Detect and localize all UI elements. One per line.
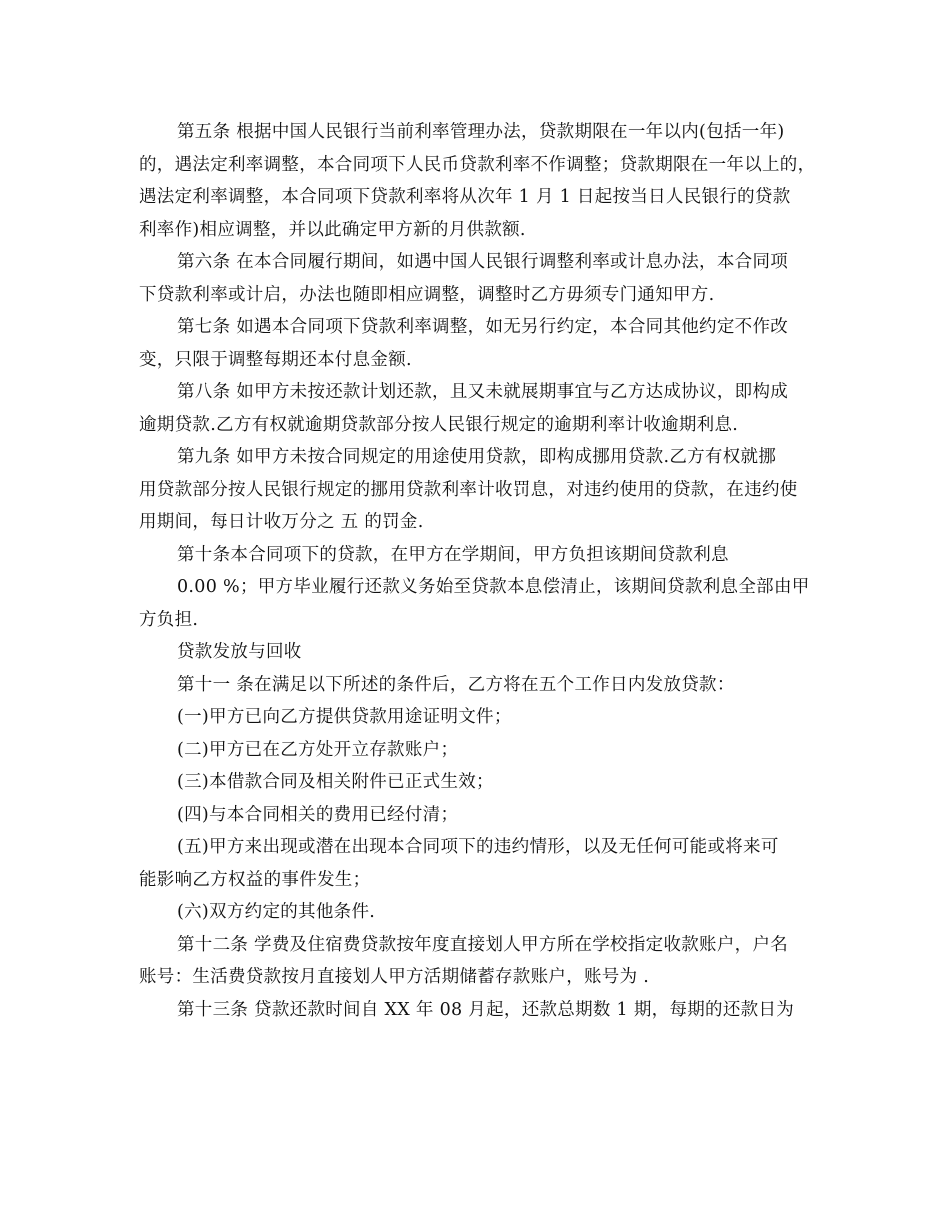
text-line: 第七条 如遇本合同项下贷款利率调整，如无另行约定，本合同其他约定不作改 [177, 317, 789, 337]
text-line: 第五条 根据中国人民银行当前利率管理办法，贷款期限在一年以内(包括一年) [177, 122, 785, 142]
text-line: 第九条 如甲方未按合同规定的用途使用贷款，即构成挪用贷款.乙方有权就挪 [177, 447, 777, 467]
text-line: 第十一 条在满足以下所述的条件后，乙方将在五个工作日内发放贷款： [177, 674, 735, 695]
text-line: 第十三条 贷款还款时间自 XX 年 08 月起，还款总期数 1 期，每期的还款日为 [177, 999, 795, 1020]
text-line: 第十条本合同项下的贷款，在甲方在学期间，甲方负担该期间贷款利息 [177, 544, 729, 565]
text-line: 账号：生活费贷款按月直接划人甲方活期储蓄存款账户，账号为 . [139, 967, 650, 987]
text-line: 遇法定利率调整，本合同项下贷款利率将从次年 1 月 1 日起按当日人民银行的贷款 [139, 187, 791, 207]
text-line: 的，遇法定利率调整，本合同项下人民币贷款利率不作调整；贷款期限在一年以上的， [139, 154, 816, 175]
text-line: 变，只限于调整每期还本付息金额. [139, 349, 412, 370]
text-line: (四)与本合同相关的费用已经付清； [177, 804, 459, 825]
text-line: 用贷款部分按人民银行规定的挪用贷款利率计收罚息，对违约使用的贷款，在违约使 [139, 479, 798, 500]
text-line: 第八条 如甲方未按还款计划还款，且又未就展期事宜与乙方达成协议，即构成 [177, 382, 789, 402]
text-line: 用期间，每日计收万分之 五 的罚金. [139, 512, 424, 532]
text-line: (六)双方约定的其他条件. [177, 902, 376, 922]
text-line: 下贷款利率或计启，办法也随即相应调整，调整时乙方毋须专门通知甲方. [139, 284, 715, 305]
text-line: 能影响乙方权益的事件发生； [139, 869, 371, 890]
contract-text-body [139, 116, 814, 1026]
text-line: (二)甲方已在乙方处开立存款账户； [177, 739, 459, 760]
text-line: 逾期贷款.乙方有权就逾期贷款部分按人民银行规定的逾期利率计收逾期利息. [139, 414, 739, 435]
text-line: 贷款发放与回收 [177, 642, 302, 662]
text-line: (一)甲方已向乙方提供贷款用途证明文件； [177, 707, 512, 727]
text-line: 0.00 %；甲方毕业履行还款义务始至贷款本息偿清止，该期间贷款利息全部由甲 [177, 577, 810, 597]
text-line: 利率作)相应调整，并以此确定甲方新的月供款额. [139, 219, 526, 240]
text-line: 第十二条 学费及住宿费贷款按年度直接划人甲方所在学校指定收款账户，户名 [177, 934, 789, 955]
text-line: (五)甲方来出现或潜在出现本合同项下的违约情形，以及无任何可能或将来可 [177, 837, 779, 857]
text-line: (三)本借款合同及相关附件已正式生效； [177, 772, 494, 792]
text-line: 第六条 在本合同履行期间，如遇中国人民银行调整利率或计息办法，本合同项 [177, 252, 789, 272]
text-line: 方负担. [139, 609, 199, 630]
